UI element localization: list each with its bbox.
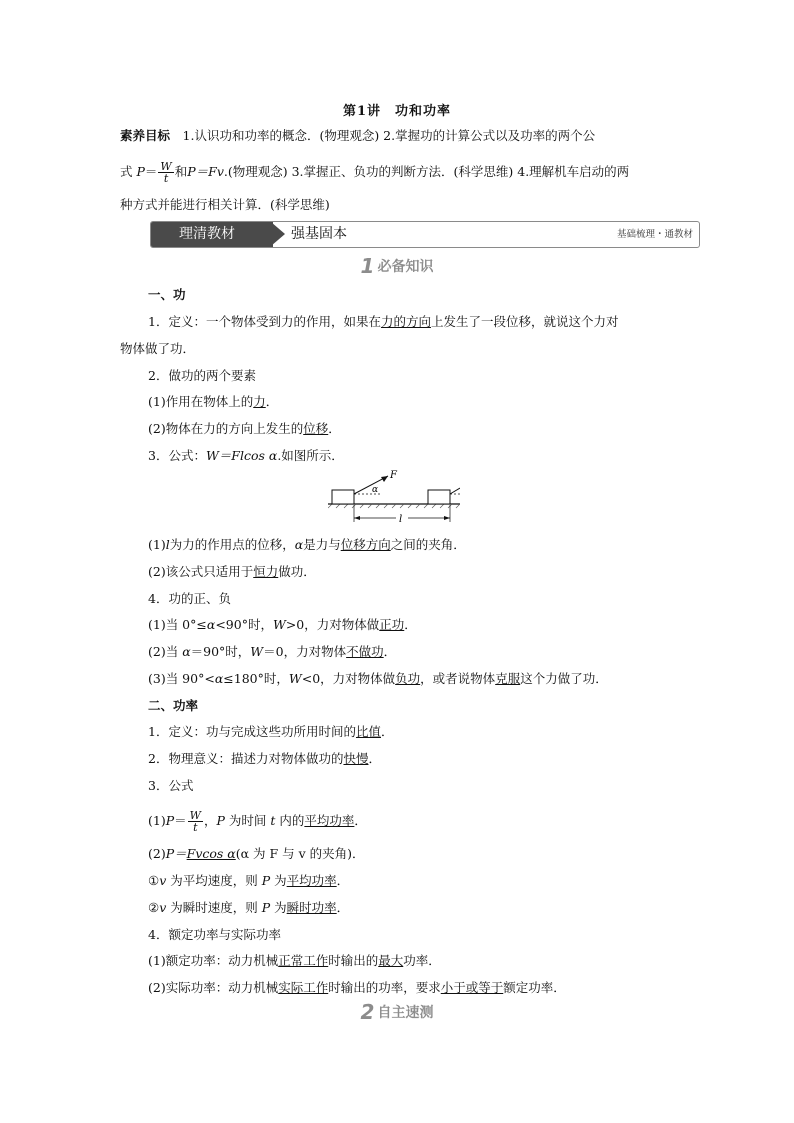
text: 这个力做了功． [520,671,608,686]
text: ． [383,644,397,659]
var-w: W [272,617,286,632]
text: 为时间 [224,813,271,828]
sign-case-1 [148,617,417,633]
power-fraction [188,810,203,833]
text: (2)物体在力的方向上发生的 [148,421,304,436]
underlined-term: 克服 [495,671,521,686]
definition-line-1 [148,314,619,330]
underlined-term: 负功 [395,671,421,686]
banner-arrow-icon [271,222,285,246]
goals-text-2a: 式 [120,164,137,179]
goals-text-2b: 和 [174,164,188,179]
text: 内的 [275,813,305,828]
var-alpha: α [206,617,216,632]
text: .如图所示． [277,448,344,463]
instant-power-note [148,900,349,916]
goals-line-2 [120,154,700,190]
section-number: 1 [360,254,375,278]
fraction-denominator: t [163,172,169,185]
underlined-term: 不做功 [346,644,384,659]
text: ＝ [174,813,187,828]
heading-power: 二、功率 [148,698,199,713]
var-w: W [288,671,302,686]
section-label: 必备知识 [377,259,434,275]
block-end [428,490,450,504]
text: (1) [148,537,166,552]
text: 为力的作用点的位移， [169,537,295,552]
text: <90°时， [215,617,273,632]
formula-fraction [158,161,173,184]
element-1 [148,394,278,410]
formula-p: P [136,164,145,179]
power-formula-2 [148,846,365,862]
fraction-numerator: W [160,160,172,173]
text: 3．公式： [148,448,206,463]
text: ． [328,421,341,436]
text: ＝90°时， [190,644,251,659]
angle-label-1: α [372,485,379,495]
underlined-term: 力 [253,394,266,409]
var-p: P [261,900,271,915]
goals-line-3: 种方式并能进行相关计算．(科学思维) [120,197,330,212]
underlined-term: 小于或等于 [440,980,504,995]
text: (1)当 0°≤ [148,617,207,632]
power-meaning [148,751,381,767]
ground-hatch [328,504,460,508]
rated-power [148,953,441,969]
text: ． [368,751,381,766]
var-alpha: α [214,671,224,686]
text: <0，力对物体做 [301,671,396,686]
text: 做功． [278,564,316,579]
text: 是力与 [303,537,341,552]
text: 时输出的功率，要求 [328,980,441,995]
distance-arrow-left-icon [354,516,360,520]
text: ． [404,617,417,632]
block-start [332,490,354,504]
text: (2)当 [148,644,183,659]
work-formula: W＝Flcos α [205,448,278,463]
text: ＝0，力对物体 [263,644,347,659]
distance-label: l [399,514,403,525]
section-label: 自主速测 [377,1005,434,1021]
text: ． [336,873,350,888]
formula-fv: P＝Fv [187,164,224,179]
var-p: P [216,813,225,828]
goals-text-1: 1.认识功和功率的概念．(物理观念) 2.掌握功的计算公式以及功率的两个公 [170,128,596,143]
rated-power-heading: 4．额定功率与实际功率 [148,927,281,942]
force-diagram [328,464,460,528]
text: >0，力对物体做 [285,617,380,632]
distance-arrow-right-icon [444,516,450,520]
page-title: 第1讲 功和功率 [342,104,452,119]
text: (2)实际功率：动力机械 [148,980,279,995]
text: (2) [148,846,166,861]
var-alpha: α [294,537,304,552]
underlined-term: 位移方向 [340,537,391,552]
underlined-term: 恒力 [253,564,279,579]
underlined-term: 平均功率 [286,873,337,888]
text: ． [336,900,350,915]
text: 时输出的 [328,953,379,968]
underlined-term: 瞬时功率 [286,900,337,915]
text: ． [265,394,279,409]
actual-power [148,980,566,996]
goals-paragraph [120,124,700,216]
text: (1)作用在物体上的 [148,394,254,409]
text: 2．物理意义：描述力对物体做功的 [148,751,344,766]
two-elements-heading: 2．做功的两个要素 [148,368,256,383]
text: (1) [148,813,166,828]
formula-line [148,448,344,464]
formula-note-1 [148,537,466,553]
underlined-term: 比值 [355,724,381,739]
section-number: 2 [360,1000,375,1024]
text: ． [380,724,394,739]
power-formula-heading: 3．公式 [148,778,194,793]
text: 为 [270,873,287,888]
text: 之间的夹角． [390,537,466,552]
text: 为瞬时速度，则 [166,900,262,915]
underlined-term: Fvcos α [186,846,236,861]
text: 上发生了一段位移，就说这个力对 [430,314,619,329]
text: (3)当 90°< [148,671,215,686]
underlined-term: 正常工作 [278,953,329,968]
power-definition [148,724,394,740]
force-label-1: F [390,470,397,481]
text: (α 为 F 与 v 的夹角)． [235,846,365,861]
goals-text-2c: .(物理观念) 3.掌握正、负功的判断方法．(科学思维) 4.理解机车启动的两 [223,164,630,179]
formula-eq: ＝ [144,164,158,179]
underlined-term: 位移 [303,421,329,436]
underlined-term: 正功 [379,617,405,632]
var-v: v [159,873,167,888]
banner-tag: 基础梳理・通教材 [616,229,693,240]
goals-line-1 [120,124,700,148]
text: ≤180°时， [223,671,289,686]
sign-case-3 [148,671,608,687]
section-heading-1 [0,254,794,278]
var-v: v [159,900,167,915]
power-formula-1 [148,804,367,838]
banner-main: 理清教材 [151,222,273,247]
text: 为 [270,900,287,915]
goals-label: 素养目标 [120,128,171,143]
var-w: W [250,644,264,659]
text: 1．定义：功与完成这些功所用时间的 [148,724,356,739]
heading-work: 一、功 [148,287,186,302]
text: ． [354,813,367,828]
text: ① [148,873,160,888]
var-l: l [165,537,170,552]
element-2 [148,421,341,437]
text: ， [203,813,217,828]
sign-case-2 [148,644,396,660]
section-heading-2 [0,1000,794,1024]
text: ，或者说物体 [420,671,496,686]
var-p: P＝ [165,846,187,861]
formula-note-2 [148,564,316,580]
text: (2)该公式只适用于 [148,564,254,579]
var-t: t [270,813,276,828]
var-p: P [261,873,271,888]
underlined-term: 快慢 [343,751,369,766]
fraction-denominator: t [193,821,198,834]
underlined-term: 平均功率 [304,813,355,828]
var-p: P [165,813,175,828]
text: (1)额定功率：动力机械 [148,953,279,968]
sign-heading: 4．功的正、负 [148,591,231,606]
var-alpha: α [182,644,191,659]
banner-sub: 强基固本 [291,226,347,242]
underlined-term: 实际工作 [278,980,329,995]
text: 功率． [403,953,441,968]
section-banner [150,221,700,248]
fraction-numerator: W [189,809,201,822]
average-power-note [148,873,349,889]
underlined-term: 力的方向 [380,314,431,329]
text: 额定功率． [503,980,566,995]
text: 1．定义：一个物体受到力的作用，如果在 [148,314,381,329]
definition-line-2: 物体做了功． [120,341,196,356]
underlined-term: 最大 [378,953,404,968]
force-arrow-2 [450,488,460,494]
text: 为平均速度，则 [166,873,262,888]
text: ② [148,900,160,915]
